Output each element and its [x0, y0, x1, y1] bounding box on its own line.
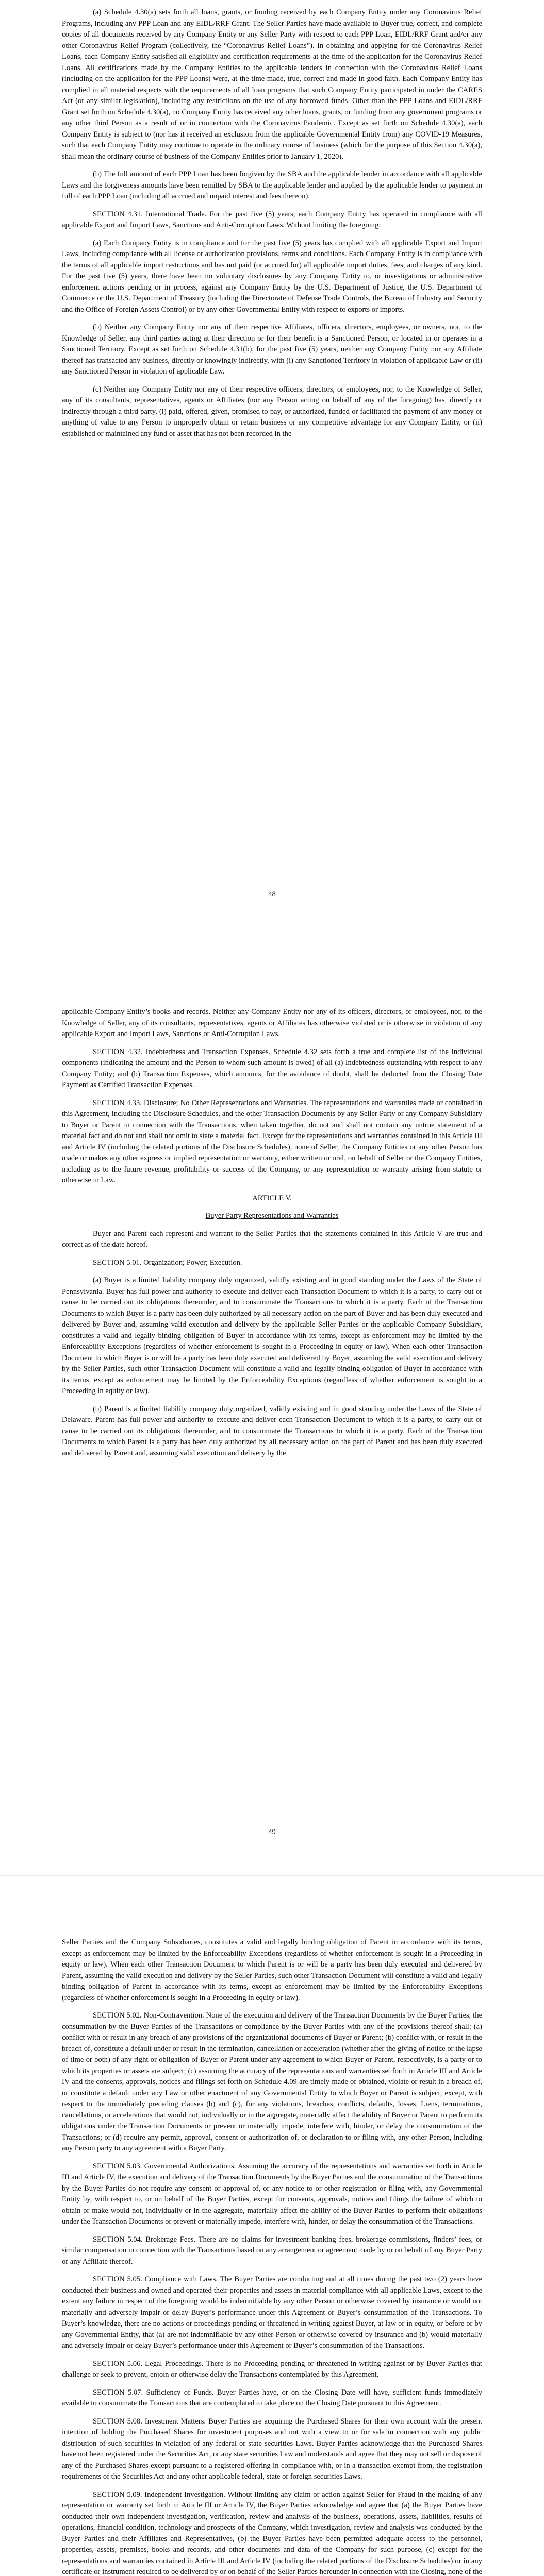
section-heading-paragraph: SECTION 5.03. Governmental Authorizations. Assuming the accuracy of the representations and warranties set forth in Article III and Article IV, the execution and delivery of the Transaction Documents by the Buyer Parties and the consummation of the Transactions by the Buyer Parties do not require any consent or approval of, or any notice to or other registration or filing with, any Governmental Entity by, with respect to, or on behalf of the Buyer Parties, except for consents, approvals, notices and filings the failure of which to obtain or make would not, individually or in the aggregate, materially affect the ability of the Buyer Parties to perform their obligations under the Transaction Documents or prevent or materially impede, interfere with, hinder, or delay the consummation of the Transactions.: [62, 2162, 482, 2226]
section-heading-paragraph: SECTION 5.06. Legal Proceedings. There is no Proceeding pending or threatened in writing against or by Buyer Parties that challenge or seek to prevent, enjoin or otherwise delay the Transactions contemplated by this Agreement.: [62, 2359, 482, 2379]
document-page-48: [0, 0, 544, 938]
paragraph: (a) Buyer is a limited liability company duly organized, validly existing and in good standing under the Laws of the State of Pennsylvania. Buyer has full power and authority to execute and deliver each Transaction Document to which it is a party, to carry out or cause to be carried out its obligations thereunder, and to consummate the Transactions to which it is a party. Each of the Transaction Documents to which Buyer is a party has been duly authorized by all necessary action on the part of Buyer and has been duly executed and delivered by Buyer and, assuming valid execution and delivery by the applicable Seller Parties or the applicable Company Subsidiary, constitutes a valid and legally binding obligation of Buyer in accordance with its terms, except as enforcement may be limited by the Enforceability Exceptions (regardless of whether enforcement is sought in a Proceeding in equity or law). When each other Transaction Document to which Buyer is or will be a party has been duly executed and delivered by Buyer, assuming the valid execution and delivery by the Seller Parties, such other Transaction Document will constitute a valid and legally binding obligation of Buyer in accordance with its terms, except as enforcement may be limited by the Enforceability Exceptions (regardless of whether enforcement is sought in a Proceeding in equity or law).: [62, 1276, 482, 1395]
page-body: [62, 1007, 482, 1466]
section-heading-paragraph: SECTION 5.09. Independent Investigation. Without limiting any claim or action against Seller for Fraud in the making of any representation or warranty set forth in Article III or Article IV, the Buyer Parties acknowledge and agree that (a) the Buyer Parties have conducted their own independent investigation, verification, review and analysis of the business, operations, assets, liabilities, results of operations, financial condition, technology and prospects of the Company, which investigation, review and analysis was conducted by the Buyer Parties and their Affiliates and Representatives, (b) the Buyer Parties have been permitted adequate access to the personnel, properties, assets, premises, books and records, and other documents and data of the Company for such purpose, (c) except for the representations and warranties contained in Article III and Article IV (including the related portions of the Disclosure Schedules) or in any certificate or instrument required to be delivered by or on behalf of the Seller Parties hereunder in connection with the Closing, none of the: [62, 2490, 482, 2576]
section-heading-paragraph: SECTION 4.33. Disclosure; No Other Representations and Warranties. The representations and warranties made or contained in this Agreement, including the Disclosure Schedules, and the other Transaction Documents by any Seller Party or any Company Subsidiary to Buyer or Parent in connection with the Transactions, when taken together, do not and shall not contain any untrue statement of a material fact and do not and shall not omit to state a material fact. Except for the representations and warranties contained in this Article III and Article IV (including the related portions of the Disclosure Schedules), none of Seller, the Company Entities or any other Person has made or makes any other express or implied representation or warranty, either written or oral, on behalf of Seller or the Company Entities, including as to the future revenue, profitability or success of the Company, or any representation or warranty arising from statute or otherwise in Law.: [62, 1098, 482, 1184]
section-heading-paragraph: SECTION 5.02. Non-Contravention. None of the execution and delivery of the Transaction Documents by the Buyer Parties, the consummation by the Buyer Parties of the Transactions or compliance by the Buyer Parties with any of the provisions thereof shall: (a) conflict with or result in any breach of any provisions of the organizational documents of Buyer or Parent; (b) conflict with, or result in the breach of, constitute a default under or result in the termination, cancellation or acceleration (whether after the giving of notice or the lapse of time or both) of any right or obligation of Buyer or Parent under any agreement to which Buyer or Parent, respectively, is a party or to which its properties or assets are subject; (c) assuming the accuracy of the representations and warranties set forth in Article III and Article IV and the consents, approvals, notices and filings set forth on Schedule 4.09 are timely made or obtained, violate or result in a breach of, or constitute a default under any Law or other enactment of any Governmental Entity to which Buyer or Parent is subject, except, with respect to the immediately preceding clauses (b) and (c), for any violations, breaches, conflicts, defaults, losses, Liens, terminations, cancellations, or accelerations that would not, individually or in the aggregate, materially affect the ability of Buyer or Parent to perform its obligations under the Transaction Documents or prevent or materially impede, interfere with, hinder, or delay the consummation of the Transactions; or (d) require any permit, approval, consent or authorization of, or declaration to or filing with, any other Person, including any Person party to any agreement with a Buyer Party.: [62, 2011, 482, 2153]
page-body: [62, 7, 482, 446]
page-number: 49: [268, 1828, 276, 1836]
section-heading-paragraph: SECTION 5.08. Investment Matters. Buyer Parties are acquiring the Purchased Shares for their own account with the present intention of holding the Purchased Shares for investment purposes and not with a view to or for sale in connection with any public distribution of such securities in violation of any federal or state securities Laws. Buyer Parties acknowledge that the Purchased Shares have not been registered under the Securities Act, or any state securities Law and understands and agree that they may not sell or dispose of any of the Purchased Shares except pursuant to a registered offering in compliance with, or in a transaction exempt from, the registration requirements of the Securities Act and any other applicable federal, state or foreign securities Laws.: [62, 2417, 482, 2481]
section-heading-paragraph: SECTION 4.31. International Trade. For the past five (5) years, each Company Entity has operated in compliance with all applicable Export and Import Laws, Sanctions and Anti-Corruption Laws. Without limiting the foregoing:: [62, 210, 482, 229]
section-heading-paragraph: SECTION 5.07. Sufficiency of Funds. Buyer Parties have, or on the Closing Date will have, sufficient funds immediately available to consummate the Transactions that are contemplated to take place on the Closing Date pursuant to this Agreement.: [62, 2388, 482, 2408]
document-page-49: [0, 938, 544, 1875]
paragraph: (a) Schedule 4.30(a) sets forth all loans, grants, or funding received by each Company Entity under any Coronavirus Relief Programs, including any PPP Loan and any EIDL/RRF Grant. The Seller Parties have made available to Buyer true, correct, and complete copies of all documents received by any Company Entity or any Seller Party with respect to each PPP Loan, EIDL/RRF Grant and/or any other Coronavirus Relief Program (collectively, the “Coronavirus Relief Loans”). In obtaining and applying for the Coronavirus Relief Loans, each Company Entity satisfied all eligibility and certification requirements at the time of the application for the Coronavirus Relief Loans. All certifications made by the Company Entities to the applicable lenders in connection with the Coronavirus Relief Loans (including on the application for the PPP Loans) were, at the time made, true, correct and made in good faith. Each Company Entity has complied in all material respects with the requirements of all loan programs that such Company Entity participated in under the CARES Act (or any similar legislation), including any restrictions on the use of any borrowed funds. Other than the PPP Loans and EIDL/RRF Grant set forth on Schedule 4.30(a), no Company Entity has received any other loans, grants, or funding from any government programs or any other third Person as a result of or in connection with the Coronavirus Pandemic. Except as set forth on Schedule 4.30(a), each Company Entity is subject to (nor has it received an exclusion from the applicable Governmental Entity from) any COVID-19 Measures, such that each Company Entity may continue to operate in the ordinary course of business (which for the purpose of this Section 4.30(a), shall mean the ordinary course of business of the Company Entities prior to January 1, 2020).: [62, 8, 482, 161]
page-body: [62, 1937, 482, 2576]
paragraph: (b) Parent is a limited liability company duly organized, validly existing and in good standing under the Laws of the State of Delaware. Parent has full power and authority to execute and deliver each Transaction Document to which it is a party, to carry out or cause to be carried out its obligations thereunder, and to consummate the Transactions to which it is a party. Each of the Transaction Documents to which Parent is a party has been duly authorized by all necessary action on the part of Parent and has been duly executed and delivered by Parent and, assuming valid execution and delivery by the: [62, 1404, 482, 1458]
article-subtitle: Buyer Party Representations and Warranties: [205, 1212, 339, 1220]
section-heading-paragraph: SECTION 5.05. Compliance with Laws. The Buyer Parties are conducting and at all times during the past two (2) years have conducted their business and owned and operated their properties and assets in material compliance with all applicable Laws, except to the extent any failure in respect of the foregoing would be indemnifiable by any other Person or otherwise covered by insurance or would not materially and adversely impair or delay Buyer’s performance under this Agreement or Buyer’s consummation of the Transactions. To Buyer’s knowledge, there are no actions or proceedings pending or threatened in writing against Buyer, at law or in equity, or before or by any Governmental Entity, that (a) are not indemnifiable by any other Person or otherwise covered by insurance and (b) would materially and adversely impair or delay Buyer’s performance under this Agreement or Buyer’s consummation of the Transactions.: [62, 2275, 482, 2350]
page-number: 48: [268, 890, 276, 899]
paragraph: Buyer and Parent each represent and warrant to the Seller Parties that the statements contained in this Article V are true and correct as of the date hereof.: [62, 1229, 482, 1249]
section-heading: SECTION 5.01. Organization; Power; Execution.: [93, 1258, 242, 1267]
document-page-50: [0, 1875, 544, 2576]
paragraph: (b) The full amount of each PPP Loan has been forgiven by the SBA and the applicable lender in accordance with all applicable Laws and the forgiveness amounts have been remitted by SBA to the applicable lender and applied by the applicable lender to payment in full of each PPP Loan (including all accrued and unpaid interest and fees thereon).: [62, 170, 482, 200]
paragraph: (a) Each Company Entity is in compliance and for the past five (5) years has complied with all applicable Export and Import Laws, including compliance with all license or authorization provisions, terms and conditions. Each Company Entity is in compliance with the terms of all applicable import restrictions and has not paid (or accrued for) all applicable import duties, fees, and charges of any kind. For the past five (5) years, there have been no voluntary disclosures by any Company Entity to, or investigations or administrative enforcement actions pending or in process, against any Company Entity by the U.S. Department of Justice, the U.S. Department of Commerce or the U.S. Department of Treasury (including the Directorate of Defense Trade Controls, the Bureau of Industry and Security and the Office of Foreign Assets Control) or by any other Governmental Entity with respect to exports or imports.: [62, 239, 482, 314]
article-title: ARTICLE V.: [252, 1194, 292, 1202]
section-heading-paragraph: SECTION 4.32. Indebtedness and Transaction Expenses. Schedule 4.32 sets forth a true and complete list of the individual components (indicating the amount and the Person to whom such amount is owed) of all (a) Indebtedness outstanding with respect to any Company Entity; and (b) Transaction Expenses, which amounts, for the avoidance of doubt, shall be deducted from the Closing Date Payment as Certified Transaction Expenses.: [62, 1047, 482, 1089]
paragraph: applicable Company Entity’s books and records. Neither any Company Entity nor any of its officers, directors, or employees, nor, to the Knowledge of Seller, any of its consultants, representatives, agents or Affiliates has otherwise violated or is otherwise in violation of any applicable Export and Import Laws, Sanctions or Anti-Corruption Laws.: [62, 1008, 482, 1038]
paragraph: (b) Neither any Company Entity nor any of their respective Affiliates, officers, directors, employees, or owners, nor, to the Knowledge of Seller, any third parties acting at their direction or for their benefit is a Sanctioned Person, or located in or operates in a Sanctioned Territory. Except as set forth on Schedule 4.31(b), for the past five (5) years, neither any Company Entity nor any Affiliate thereof has transacted any business, directly or knowingly indirectly, with (i) any Sanctioned Territory in violation of applicable Law or (ii) any Sanctioned Person in violation of applicable Law.: [62, 323, 482, 376]
paragraph: Seller Parties and the Company Subsidiaries, constitutes a valid and legally binding obligation of Parent in accordance with its terms, except as enforcement may be limited by the Enforceability Exceptions (regardless of whether enforcement is sought in a Proceeding in equity or law). When each other Transaction Document to which Parent is or will be a party has been duly executed and delivered by Parent, assuming the valid execution and delivery by the Seller Parties, such other Transaction Document will constitute a valid and legally binding obligation of Parent in accordance with its terms, except as enforcement may be limited by the Enforceability Exceptions (regardless of whether enforcement is sought in a Proceeding in equity or law).: [62, 1938, 482, 2002]
section-heading-paragraph: SECTION 5.04. Brokerage Fees. There are no claims for investment banking fees, brokerage commissions, finders’ fees, or similar compensation in connection with the Transactions based on any arrangement or agreement made by or on behalf of any Buyer Party or any Affiliate thereof.: [62, 2235, 482, 2266]
paragraph: (c) Neither any Company Entity nor any of their respective officers, directors, or employees, nor, to the Knowledge of Seller, any of its consultants, representatives, agents or Affiliates (nor any Person acting on behalf of any of the foregoing) has, directly or indirectly through a third party, (i) paid, offered, given, promised to pay, or authorized, funded or facilitated the payment of any money or anything of value to any Person to improperly obtain or retain business or any competitive advantage for any Company Entity, or (ii) established or maintained any fund or asset that has not been recorded in the: [62, 385, 482, 438]
